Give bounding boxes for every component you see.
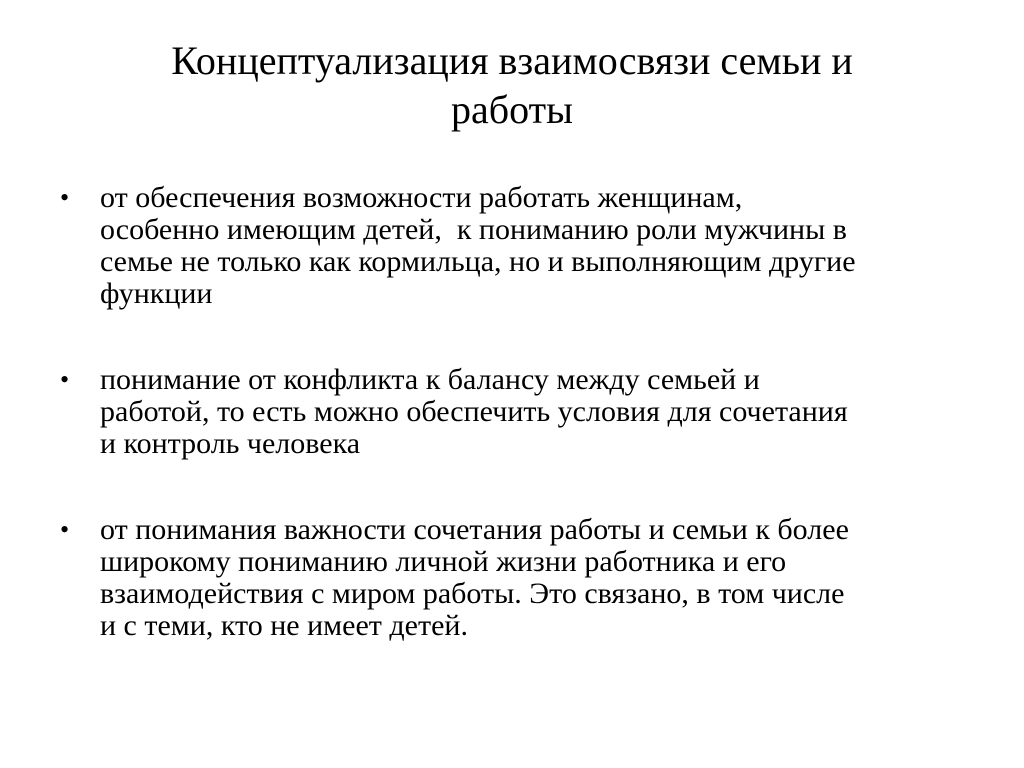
title-line: Концептуализация взаимосвязи семьи и [171, 38, 853, 83]
bullet-line: взаимодействия с миром работы. Это связано, в том числе [100, 577, 845, 610]
bullet-line: функции [100, 277, 213, 310]
bullet-line: особенно имеющим детей, к пониманию роли мужчины в [100, 213, 847, 246]
bullet-line: понимание от конфликта к балансу между семьей и [100, 363, 760, 396]
bullet-line: от понимания важности сочетания работы и семьи к более [100, 513, 849, 546]
bullet-dot-icon: • [60, 515, 70, 544]
slide-title [100, 36, 924, 134]
bullet-dot-icon: • [60, 365, 70, 394]
bullet-line: широкому пониманию личной жизни работника и его [100, 545, 787, 578]
bullet-line: семье не только как кормильца, но и выполняющим другие [100, 245, 856, 278]
bullet-text [100, 514, 970, 642]
bullet-item [0, 364, 970, 460]
bullet-dot-icon: • [60, 183, 70, 212]
bullet-line: от обеспечения возможности работать женщинам, [100, 181, 743, 214]
bullet-line: и с теми, кто не имеет детей. [100, 609, 468, 642]
bullet-item [0, 514, 970, 642]
bullet-list [0, 182, 1024, 642]
title-line: работы [451, 87, 573, 132]
bullet-line: и контроль человека [100, 427, 361, 460]
bullet-text [100, 182, 970, 310]
bullet-item [0, 182, 970, 310]
bullet-text [100, 364, 970, 460]
bullet-line: работой, то есть можно обеспечить условия для сочетания [100, 395, 848, 428]
